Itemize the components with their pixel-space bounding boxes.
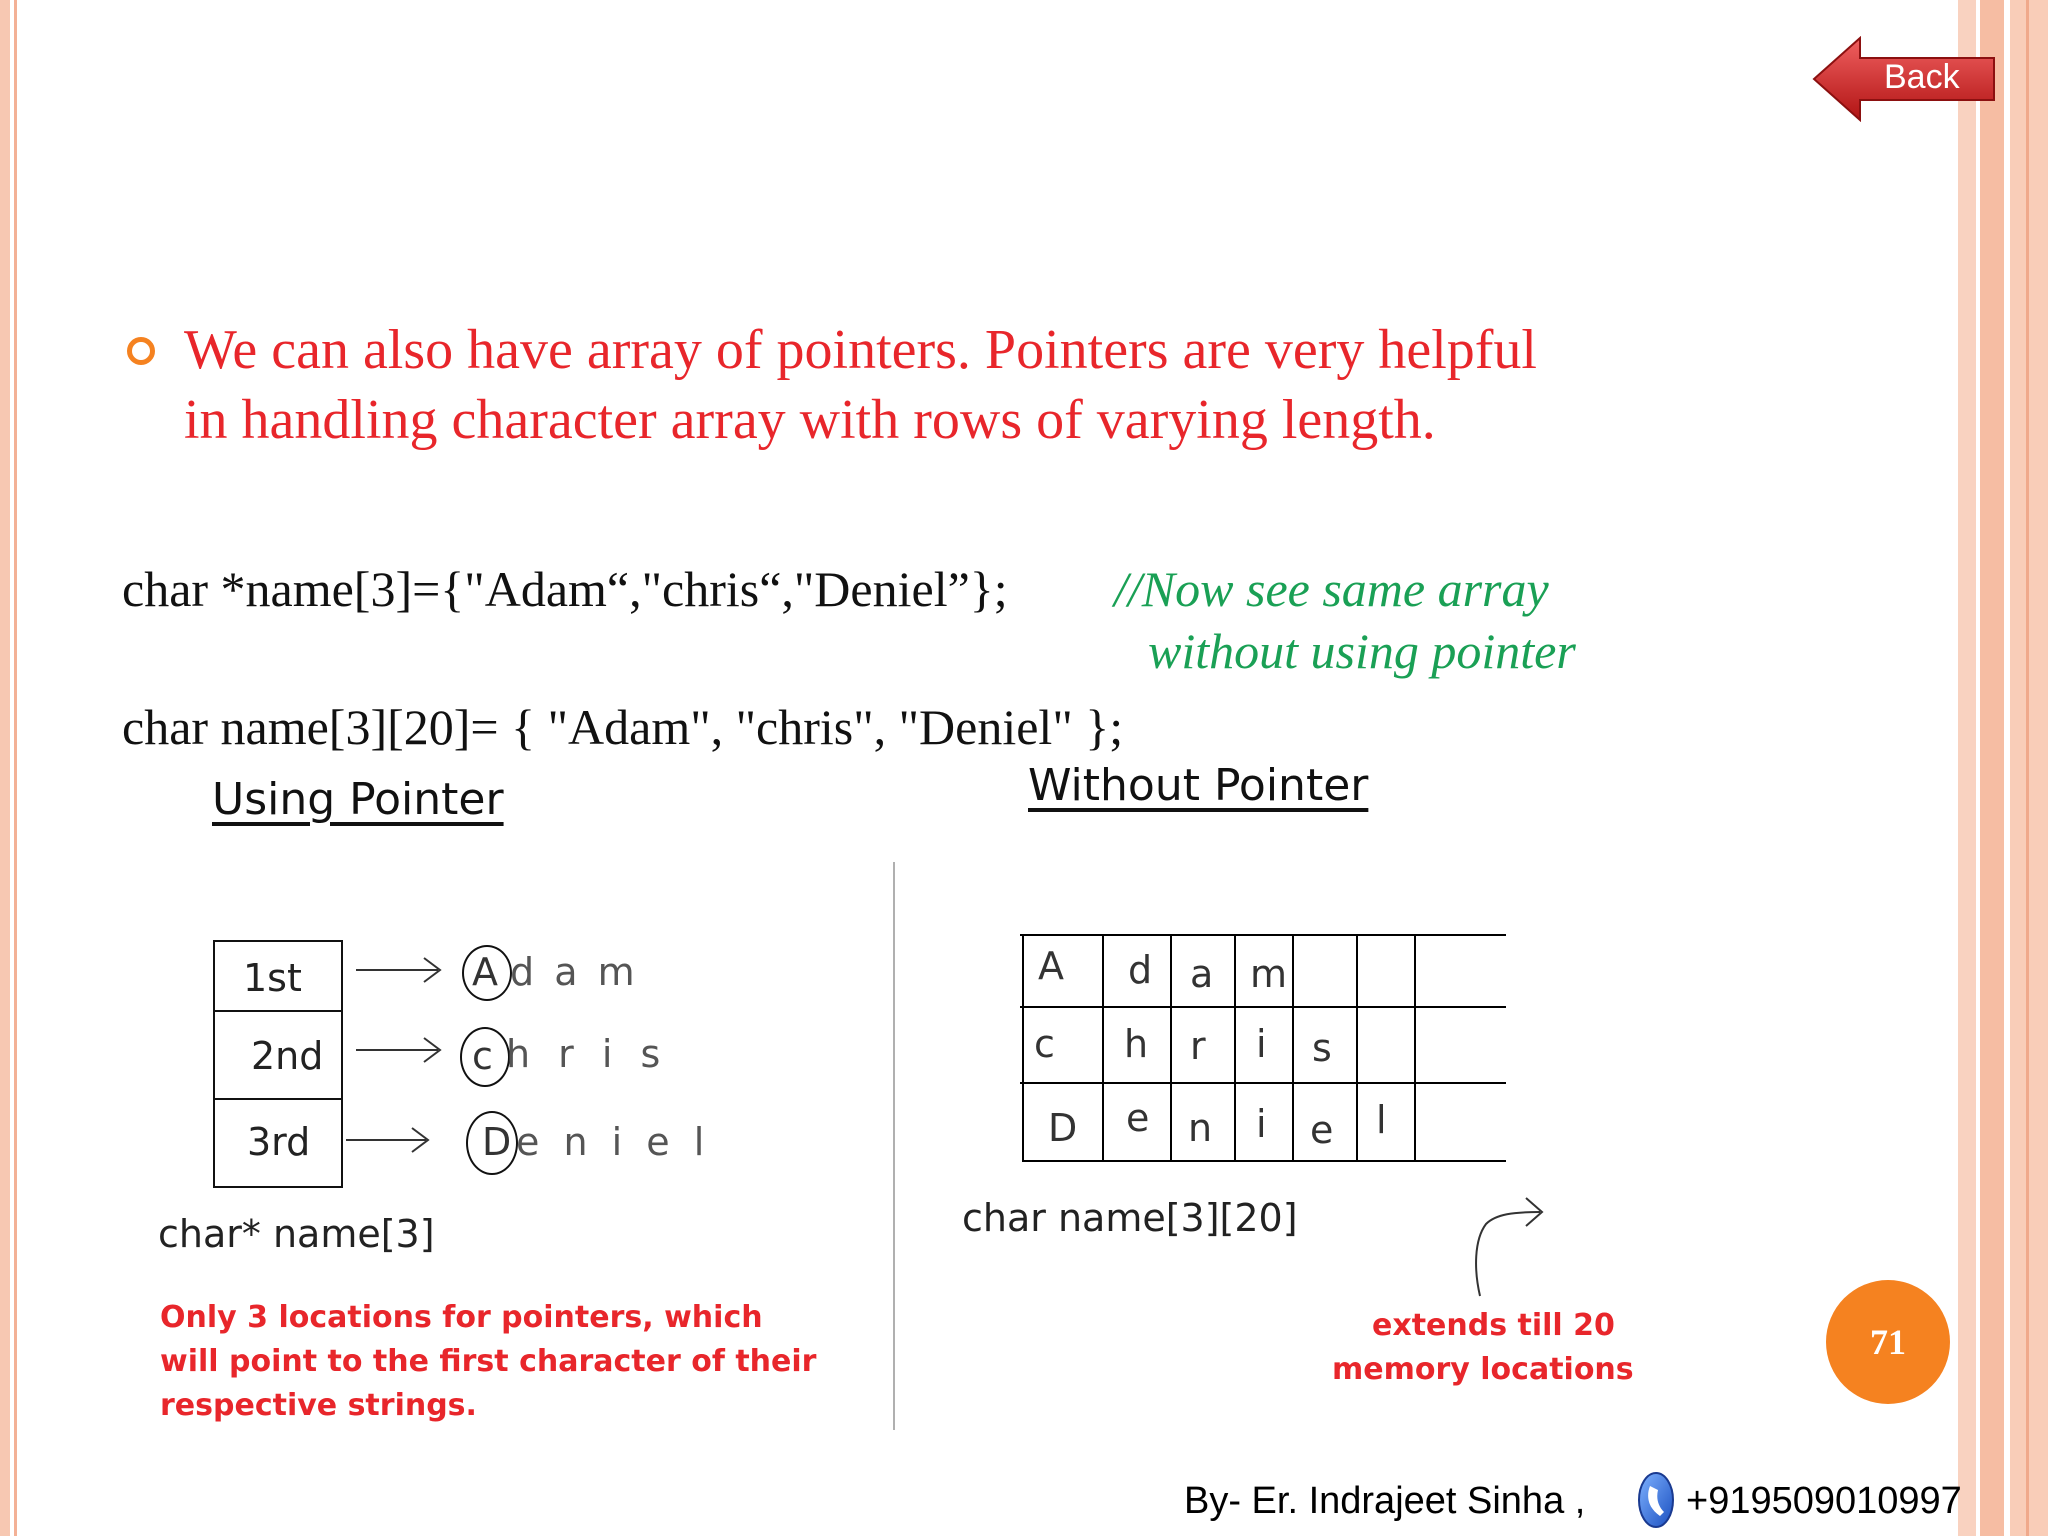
- grid-cell-r3-c5: e: [1310, 1108, 1334, 1152]
- right-border-line: [2026, 0, 2029, 1536]
- grid-cell-r1-c2: d: [1128, 948, 1153, 992]
- grid-rule-2: [1020, 1082, 1506, 1084]
- phone-icon: [1636, 1470, 1676, 1530]
- pointer-caption: char* name[3]: [158, 1212, 435, 1256]
- pointer-note-1: Only 3 locations for pointers, which: [160, 1300, 763, 1335]
- grid-cell-r3-c1: D: [1048, 1106, 1078, 1150]
- bullet-icon: [127, 337, 155, 365]
- string-rest-1: d a m: [510, 950, 639, 994]
- pointer-arrows: [340, 940, 460, 1180]
- grid-cell-r1-c1: A: [1038, 944, 1064, 988]
- back-button[interactable]: [1810, 36, 1996, 122]
- pointer-row-index-2: 2nd: [251, 1034, 324, 1078]
- page-number: 71: [1870, 1322, 1906, 1362]
- bullet-line-2: in handling character array with rows of varying length.: [184, 389, 1436, 451]
- array-caption: char name[3][20]: [962, 1196, 1298, 1240]
- right-border-stripe-3: [2010, 0, 2048, 1536]
- left-diagram-title: Using Pointer: [212, 774, 504, 825]
- pointer-row-index-1: 1st: [243, 956, 302, 1000]
- grid-rule-bottom: [1022, 1160, 1506, 1162]
- code-line-1: char *name[3]={"Adam“,"chris“,"Deniel”};: [122, 561, 1008, 617]
- grid-cell-r3-c2: e: [1126, 1096, 1150, 1140]
- code-comment-1: //Now see same array: [1114, 561, 1549, 617]
- pointer-table: [213, 940, 343, 1188]
- grid-col-5: [1356, 934, 1358, 1162]
- grid-col-1: [1102, 934, 1104, 1162]
- bullet-line-1: We can also have array of pointers. Pointers are very helpful: [184, 319, 1537, 381]
- right-border-stripe-2: [1980, 0, 2004, 1536]
- pointer-note-3: respective strings.: [160, 1388, 477, 1423]
- pointer-note-2: will point to the first character of their: [160, 1344, 817, 1379]
- grid-rule-top: [1020, 934, 1506, 936]
- pointer-table-divider-1: [215, 1010, 341, 1012]
- grid-rule-1: [1020, 1006, 1506, 1008]
- footer-author: By- Er. Indrajeet Sinha ,: [1184, 1480, 1586, 1522]
- grid-cell-r2-c5: s: [1312, 1026, 1332, 1070]
- grid-cell-r3-c3: n: [1188, 1106, 1213, 1150]
- grid-cell-r1-c3: a: [1190, 952, 1214, 996]
- grid-cell-r2-c4: i: [1256, 1022, 1267, 1066]
- pointer-row-index-3: 3rd: [247, 1120, 311, 1164]
- left-border-stripe: [0, 0, 10, 1536]
- diagram-divider: [893, 862, 895, 1430]
- grid-cell-r2-c3: r: [1190, 1024, 1206, 1068]
- string-rest-2: h r i s: [506, 1032, 669, 1076]
- extends-arrow-icon: [1460, 1190, 1550, 1300]
- right-diagram-title: Without Pointer: [1028, 760, 1369, 811]
- pointer-table-divider-2: [215, 1098, 341, 1100]
- footer-phone: +919509010997: [1686, 1480, 1962, 1522]
- string-first-char-2: c: [472, 1034, 493, 1078]
- grid-col-0: [1022, 934, 1024, 1162]
- string-rest-3: e n i e l: [516, 1120, 711, 1164]
- grid-cell-r3-c4: i: [1256, 1102, 1267, 1146]
- grid-col-3: [1234, 934, 1236, 1162]
- grid-cell-r3-c6: l: [1376, 1098, 1387, 1142]
- array-note-1: extends till 20: [1372, 1308, 1615, 1343]
- code-comment-2: without using pointer: [1148, 623, 1576, 679]
- char-grid: [1020, 934, 1506, 1164]
- page-number-badge: [1826, 1280, 1950, 1404]
- back-label: Back: [1884, 58, 1960, 96]
- left-border-line: [14, 0, 17, 1536]
- code-line-2: char name[3][20]= { "Adam", "chris", "Deniel" };: [122, 699, 1124, 755]
- grid-col-2: [1170, 934, 1172, 1162]
- string-first-char-1: A: [472, 950, 498, 994]
- grid-col-6: [1414, 934, 1416, 1162]
- string-first-char-3: D: [482, 1120, 512, 1164]
- grid-cell-r2-c1: c: [1034, 1022, 1055, 1066]
- array-note-2: memory locations: [1332, 1352, 1634, 1387]
- grid-cell-r1-c4: m: [1250, 952, 1288, 996]
- right-border-stripe: [1958, 0, 1976, 1536]
- grid-cell-r2-c2: h: [1124, 1022, 1149, 1066]
- grid-col-4: [1292, 934, 1294, 1162]
